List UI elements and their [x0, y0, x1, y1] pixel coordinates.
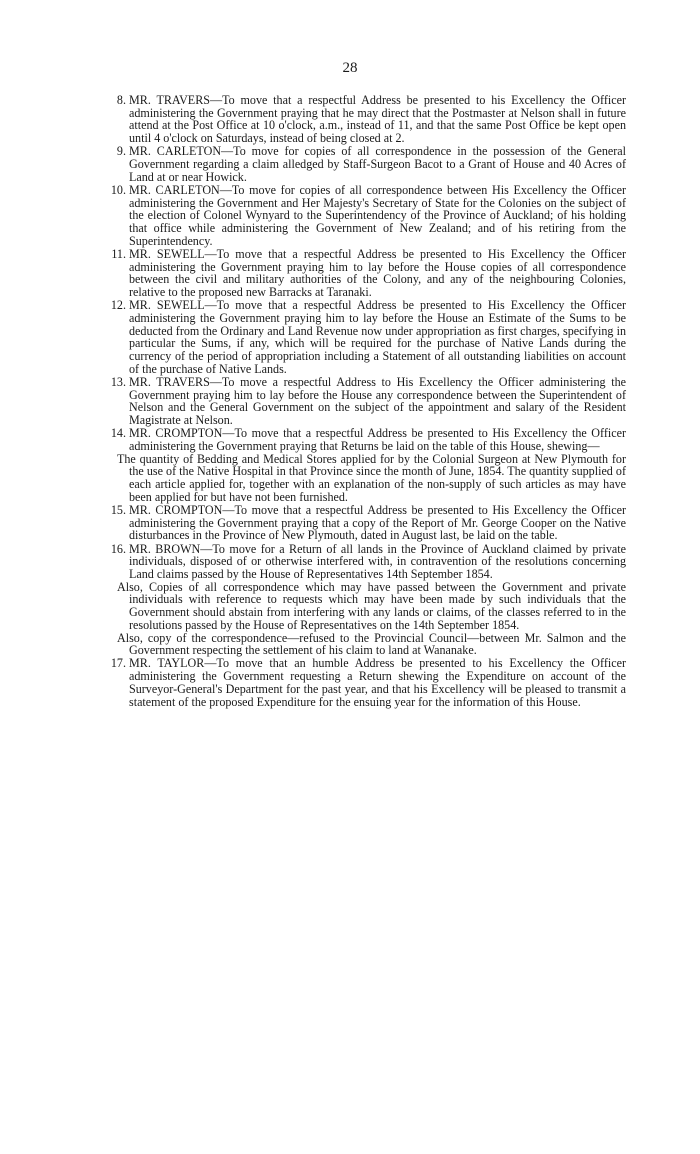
item-text: MR. CROMPTON—To move that a respectful Address be presented to His Excellency the Officer administering the Government praying that a copy of the Report of Mr. George Cooper on the Native disturbances in the Province of New Plymouth, dated in August last, be laid on the table. [129, 503, 626, 543]
notice-item [100, 504, 626, 542]
item-text: MR. SEWELL—To move that a respectful Address be presented to His Excellency the Officer administering the Government praying him to lay before the House an Estimate of the Sums to be deducted from the Ordinary and Land Revenue now under appropriation as first charges, specifying in particular the Sums, if any, which will be required for the purchase of Native Lands during the currency of the period of appropriation including a Statement of all outstanding liabilities on account of the purchase of Native Lands. [129, 298, 626, 376]
page-number: 28 [342, 60, 358, 76]
item-number: 9. [116, 144, 126, 159]
notice-list [100, 94, 626, 709]
item-number: 8. [116, 93, 126, 107]
item-number: 14. [110, 426, 126, 441]
item-number: 10. [110, 182, 126, 197]
notice-item [100, 657, 626, 708]
item-number: 13. [110, 374, 126, 389]
item-number: 17. [110, 656, 126, 671]
item-number: 16. [110, 541, 126, 556]
item-number: 11. [111, 246, 126, 261]
notice-item [100, 376, 626, 427]
item-text: MR. CARLETON—To move for copies of all correspondence in the possession of the General Government regarding a claim alledged by Staff-Surgeon Bacot to a Grant of House and 40 Acres of Land at or near Howick. [129, 144, 626, 184]
item-text: MR. TAYLOR—To move that an humble Address be presented to his Excellency the Officer administering the Government requesting a Return shewing the Expenditure on account of the Surveyor-General's Department for the past year, and that his Excellency will be pleased to transmit a statement of the proposed Expenditure for the ensuing year for the information of this House. [129, 656, 626, 709]
item-text: MR. TRAVERS—To move a respectful Address to His Excellency the Officer administering the Government praying him to lay before the House any correspondence between the Superintendent of Nelson and the General Government on the subject of the appointment and salary of the Resident Magistrate at Nelson. [129, 374, 626, 428]
item-continuation-text: The quantity of Bedding and Medical Stores applied for by the Colonial Surgeon at New Plymouth for the use of the Native Hospital in that Province since the month of June, 1854. The quantity supplied of each article applied for, together with an explanation of the non-supply of such articles as may have been applied for but have not been furnished. [117, 451, 626, 504]
item-text: MR. CROMPTON—To move that a respectful Address be presented to His Excellency the Officer administering the Government praying that Returns be laid on the table of this House, shewing— [129, 426, 626, 453]
item-continuation-text: Also, Copies of all correspondence which may have passed between the Government and private individuals with reference to requests which may have been made by such individuals that the Government should abstain from interfering with any lands or claims, of the classes referred to in the resolutions passed by the House of Representatives on the 14th September 1854. [117, 579, 626, 632]
notice-item [100, 94, 626, 145]
item-number: 15. [110, 503, 126, 517]
notice-item [100, 543, 626, 657]
item-text: MR. TRAVERS—To move that a respectful Address be presented to his Excellency the Officer administering the Government praying that he may direct that the Postmaster at Nelson shall in future attend at the Post Office at 10 o'clock, a.m., instead of 11, and that the same Post Office be kept open until 4 o'clock on Saturdays, instead of being closed at 2. [129, 93, 626, 146]
notice-item [100, 145, 626, 183]
notice-item [100, 427, 626, 503]
item-text: MR. BROWN—To move for a Return of all lands in the Province of Auckland claimed by private individuals, disposed of or otherwise interfered with, in contravention of the resolutions concerning Land claims passed by the House of Representatives 14th September 1854. [129, 541, 626, 582]
notice-item [100, 248, 626, 299]
item-number: 12. [110, 298, 126, 313]
item-text: MR. CARLETON—To move for copies of all correspondence between His Excellency the Officer administering the Government and Her Majesty's Secretary of State for the Colonies on the subject of the election of Colonel Wynyard to the Superintendency of the Province of Auckland; of his holding that office while administering the Government of New Zealand; and of his retiring from the Superintendency. [129, 182, 626, 248]
notice-item [100, 299, 626, 375]
item-continuation-text: Also, copy of the correspondence—refused to the Provincial Council—between Mr. Salmon and the Government respecting the settlement of his claim to land at Wananake. [117, 630, 626, 658]
item-text: MR. SEWELL—To move that a respectful Address be presented to His Excellency the Officer administering the Government praying him to lay before the House copies of all correspondence between the civil and military authorities of the Colony, and any of the neighbouring Colonies, relative to the proposed new Barracks at Taranaki. [129, 246, 626, 300]
notice-item [100, 184, 626, 248]
